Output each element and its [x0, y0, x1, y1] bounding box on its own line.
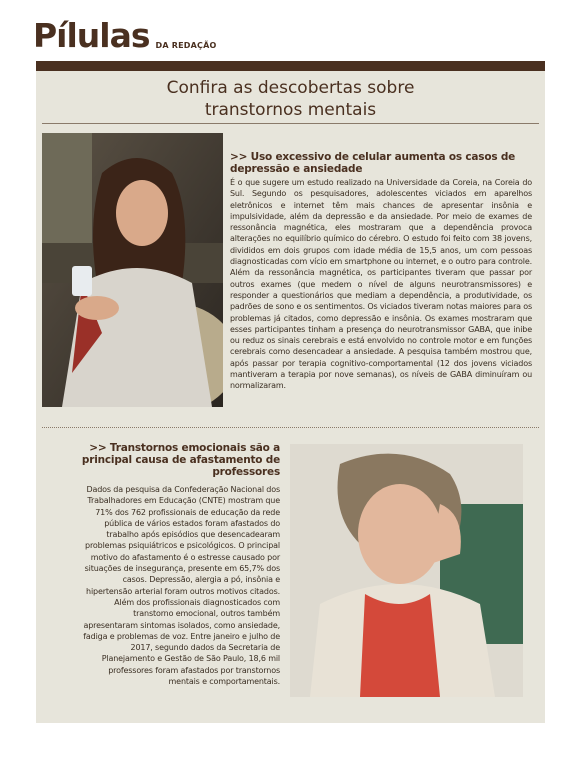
article-2-body: Dados da pesquisa da Confederação Nacional dos Trabalhadores em Educação (CNTE) mostram que 71% dos 762 profissionais de educação da rede pública de vários estados foram afastados do trabalho após episódios que desencadearam problemas psiquiátricos e psicológicos. O principal motivo do afastamento é o estresse causado por situações de insegurança, presente em 65,7% dos casos. Depressão, alergia a pó, insônia e hipertensão arterial foram outros motivos citados. Além dos profissionais diagnosticados com transtorno emocional, outros também apresentaram sintomas isolados, como ansiedade, fadiga e problemas de voz. Entre janeiro e julho de 2017, segundo dados da Secretaria de Planejamento e Gestão de São Paulo, 18,6 mil professores foram afastados por transtornos mentais e comportamentais. — [83, 485, 280, 687]
headline-divider — [42, 123, 539, 124]
article-2-heading: >> Transtornos emocionais são a principal causa de afastamento de professores — [81, 442, 280, 478]
photo-woman-with-phone — [42, 133, 223, 407]
section-divider — [42, 427, 539, 428]
panel-top-bar — [36, 61, 545, 71]
article-1-body: É o que sugere um estudo realizado na Universidade da Coreia, na Coreia do Sul. Segundo os pesquisadores, adolescentes viciados em aparelhos eletrônicos e internet têm mais chances de apresentar insônia e impulsividade, além da depressão e da ansiedade. Por meio de exames de ressonância magnética, eles mostraram que a dependência provoca alterações no equilíbrio químico do cérebro. O estudo foi feito com 38 jovens, divididos em dois grupos com idade média de 15,5 anos, um com pessoas diagnosticadas com vício em smartphone ou internet, e o outro para controle. Além da ressonância magnética, os participantes tiveram que passar por outros exames (que medem o nível de alguns neurotransmissores) e responder a questionários que mediam a dependência, a produtividade, os padrões de sono e os sentimentos. Os viciados tiveram notas maiores para os problemas já citados, como depressão e insônia. Os exames mostraram que esses participantes tinham a presença do neurotransmissor GABA, que inibe ou reduz os sinais cerebrais e está envolvido no controle motor e em funções cerebrais como desencadear a ansiedade. A pesquisa também mostrou que, após passar por terapia cognitivo-comportamental (12 dos jovens viciados mantiveram a terapia por nove semanas), os níveis de GABA diminuíram ou normalizaram. — [230, 178, 532, 391]
masthead-title: Pílulas — [33, 16, 150, 55]
headline-line-1: Confira as descobertas sobre — [166, 78, 415, 98]
photo-stressed-teacher — [290, 444, 523, 697]
headline-line-2: transtornos mentais — [204, 100, 377, 120]
content-panel — [36, 61, 545, 723]
article-1-heading: >> Uso excessivo de celular aumenta os casos de depressão e ansiedade — [230, 151, 516, 175]
page-headline — [36, 77, 545, 121]
masthead — [33, 18, 216, 54]
masthead-section-label: DA REDAÇÃO — [155, 41, 217, 50]
